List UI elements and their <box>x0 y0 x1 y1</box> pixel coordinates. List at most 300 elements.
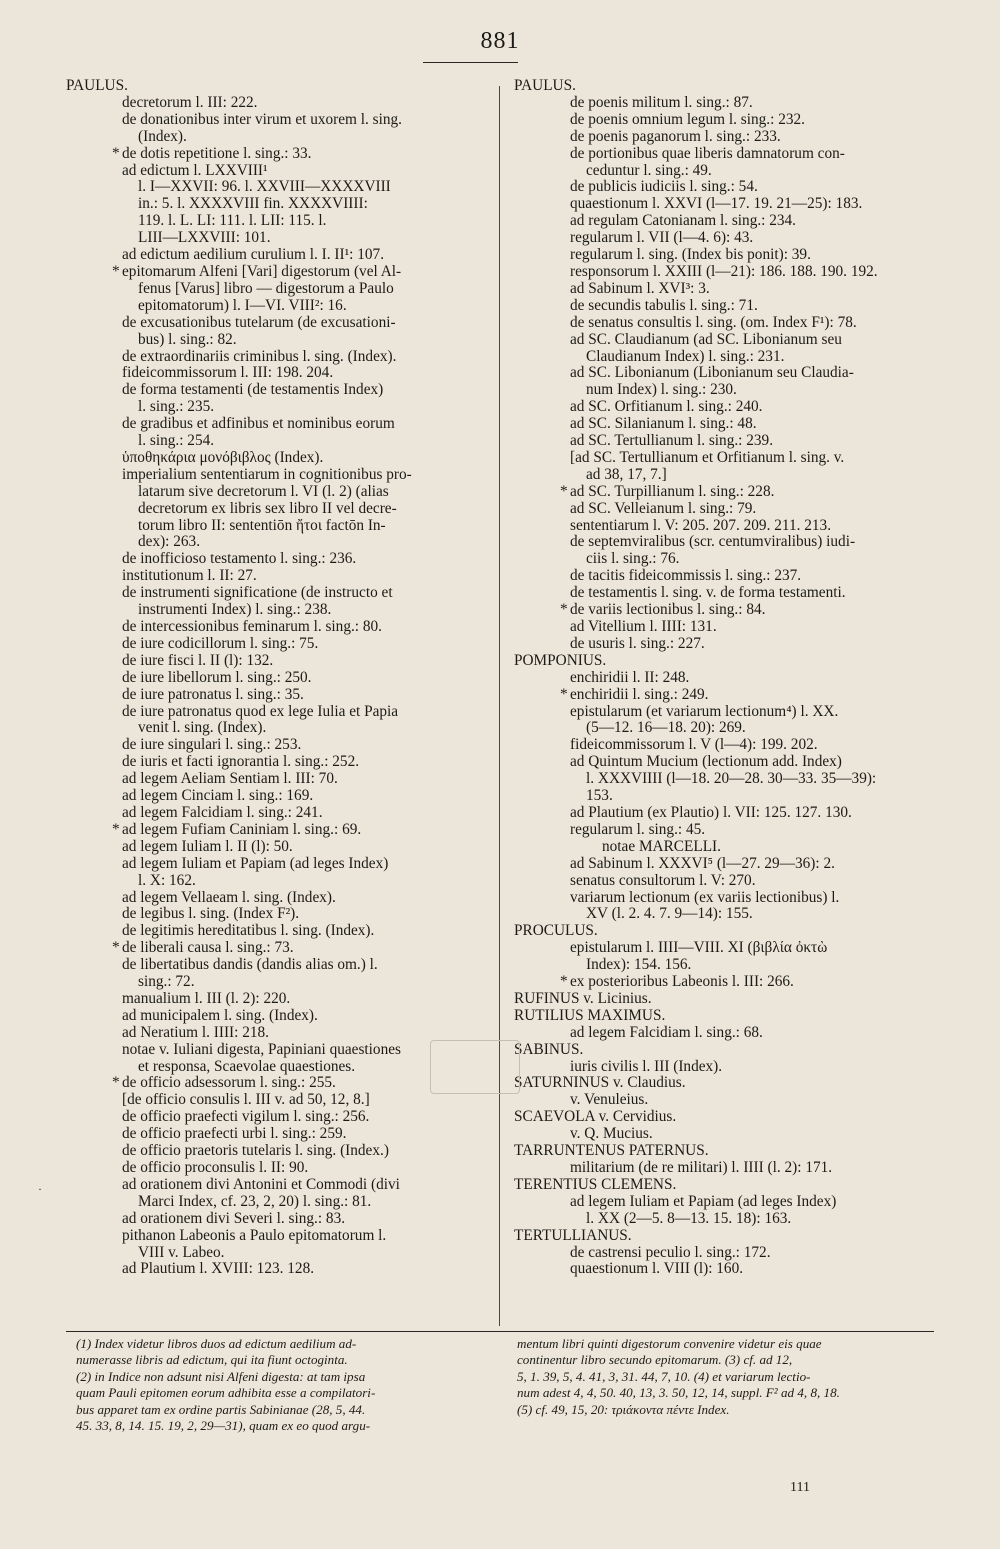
index-entry <box>66 365 492 382</box>
index-entry <box>66 382 492 399</box>
footnotes-left <box>76 1336 496 1434</box>
index-entry <box>66 433 492 450</box>
entry-text: ad Plautium l. XVIII: 123. 128. <box>122 1260 315 1278</box>
index-entry <box>66 501 492 518</box>
index-entry <box>514 281 934 298</box>
entry-text: de variis lectionibus l. sing.: 84. <box>570 601 766 619</box>
index-entry <box>66 112 492 129</box>
index-entry <box>66 568 492 585</box>
entry-text: num Index) l. sing.: 230. <box>586 381 737 399</box>
index-entry <box>66 298 492 315</box>
index-entry <box>66 1025 492 1042</box>
entry-text: ad 38, 17, 7.] <box>586 465 667 483</box>
index-entry <box>514 585 934 602</box>
index-entry <box>514 315 934 332</box>
entry-text: notae MARCELLI. <box>602 837 721 855</box>
index-entry <box>514 1059 934 1076</box>
entry-text: ὑποθηκάρια μονόβιβλος (Index). <box>122 448 324 466</box>
author-heading <box>514 1228 934 1245</box>
entry-text: dex): 263. <box>138 533 201 551</box>
entry-text: ad Vitellium l. IIII: 131. <box>570 618 717 635</box>
index-entry: * de variis lectionibus l. sing.: 84. <box>560 601 766 619</box>
entry-text: de extraordinariis criminibus l. sing. (Index). <box>122 347 397 365</box>
index-entry <box>514 568 934 585</box>
entry-text: l. XX (2—5. 8—13. 15. 18): 163. <box>586 1209 792 1227</box>
index-entry <box>66 163 492 180</box>
footnote-line: num adest 4, 4, 50. 40, 13, 3. 50, 12, 14, suppl. F² ad 4, 8, 18. <box>517 1385 840 1401</box>
index-entry <box>66 991 492 1008</box>
entry-text: de officio praefecti vigilum l. sing.: 256. <box>122 1108 370 1126</box>
entry-text: de secundis tabulis l. sing.: 71. <box>570 296 758 314</box>
index-entry <box>66 602 492 619</box>
entry-text: ciis l. sing.: 76. <box>586 550 680 568</box>
entry-text: ad legem Iuliam l. II (l): 50. <box>122 837 293 855</box>
entry-text: imperialium sententiarum in cognitionibus pro- <box>122 465 412 483</box>
entry-text: de officio proconsulis l. II: 90. <box>122 1159 309 1176</box>
entry-text: ad orationem divi Severi l. sing.: 83. <box>122 1209 346 1227</box>
index-entry <box>66 196 492 213</box>
entry-text: ad Sabinum l. XVI³: 3. <box>570 279 710 297</box>
entry-text: de inofficioso testamento l. sing.: 236. <box>122 550 357 568</box>
entry-text: venit l. sing. (Index). <box>138 719 267 737</box>
index-entry <box>66 737 492 754</box>
entry-text: ad municipalem l. sing. (Index). <box>122 1006 318 1024</box>
footnotes-right <box>517 1336 935 1418</box>
entry-text: de senatus consultis l. sing. (om. Index F¹): 78. <box>570 313 857 331</box>
entry-text: epistularum (et variarum lectionum⁴) l. XX. <box>570 702 839 720</box>
index-entry <box>514 1126 934 1143</box>
index-entry <box>514 382 934 399</box>
index-entry <box>66 906 492 923</box>
entry-text: institutionum l. II: 27. <box>122 567 257 585</box>
entry-text: regularum l. sing.: 45. <box>570 820 706 838</box>
entry-text: de officio praetoris tutelaris l. sing. (Index.) <box>122 1142 389 1160</box>
signature-mark: 111 <box>790 1480 810 1495</box>
entry-text: PAULUS. <box>514 77 576 94</box>
left-column <box>66 78 492 1278</box>
entry-text: regularum l. sing. (Index bis ponit): 39. <box>570 246 811 264</box>
entry-text: regularum l. VII (l—4. 6): 43. <box>570 229 754 247</box>
index-entry: * ad legem Fufiam Caniniam l. sing.: 69. <box>112 820 362 838</box>
index-entry <box>66 788 492 805</box>
index-entry <box>514 95 934 112</box>
entry-text: SABINUS. <box>514 1040 584 1058</box>
index-entry <box>514 213 934 230</box>
footnote-line: (5) cf. 49, 15, 20: τριάκοντα πέντε Index. <box>517 1401 730 1417</box>
entry-text: ceduntur l. sing.: 49. <box>586 161 712 179</box>
entry-text: de iure patronatus l. sing.: 35. <box>122 685 304 703</box>
author-heading <box>514 1008 934 1025</box>
entry-text: de septemviralibus (scr. centumviralibus) iudi- <box>570 533 856 551</box>
index-entry <box>514 230 934 247</box>
index-entry <box>66 619 492 636</box>
entry-text: SATURNINUS v. Claudius. <box>514 1074 686 1092</box>
entry-text: decretorum ex libris sex libro II vel decre- <box>138 499 397 517</box>
index-entry <box>66 484 492 501</box>
entry-text: XV (l. 2. 4. 7. 9—14): 155. <box>586 905 753 923</box>
entry-text: de usuris l. sing.: 227. <box>570 634 705 652</box>
index-entry <box>514 1025 934 1042</box>
footnote-line: numerasse libris ad edictum, qui ita fiunt octoginta. <box>76 1352 348 1368</box>
author-heading <box>514 1177 934 1194</box>
entry-text: de iure libellorum l. sing.: 250. <box>122 668 312 686</box>
entry-text: ad Quintum Mucium (lectionum add. Index) <box>570 753 842 771</box>
entry-text: variarum lectionum (ex variis lectionibus) l. <box>570 888 840 906</box>
index-entry <box>66 1092 492 1109</box>
entry-text: de poenis omnium legum l. sing.: 232. <box>570 110 805 128</box>
author-heading <box>514 1109 934 1126</box>
entry-text: et responsa, Scaevolae quaestiones. <box>138 1057 356 1075</box>
entry-text: l. I—XXVII: 96. l. XXVIII—XXXXVIII <box>138 178 391 196</box>
author-heading <box>514 1075 934 1092</box>
entry-text: epitomarum Alfeni [Vari] digestorum (vel Al- <box>122 262 402 280</box>
entry-text: LIII—LXXVIII: 101. <box>138 229 271 247</box>
entry-text: PAULUS. <box>66 77 128 94</box>
entry-text: bus) l. sing.: 82. <box>138 330 237 348</box>
entry-text: de libertatibus dandis (dandis alias om.) l. <box>122 956 378 974</box>
index-entry <box>514 349 934 366</box>
index-entry <box>514 501 934 518</box>
entry-text: manualium l. III (l. 2): 220. <box>122 989 291 1007</box>
entry-text: torum libro II: sententiōn ἤτοι factōn In- <box>138 516 386 534</box>
entry-text: de iure fisci l. II (l): 132. <box>122 651 274 669</box>
index-entry <box>66 1228 492 1245</box>
entry-text: de tacitis fideicommissis l. sing.: 237. <box>570 567 802 585</box>
entry-text: ad legem Fufiam Caniniam l. sing.: 69. <box>122 820 362 838</box>
header-rule <box>423 62 518 63</box>
entry-text: fideicommissorum l. V (l—4): 199. 202. <box>570 736 818 754</box>
entry-text: de dotis repetitione l. sing.: 33. <box>122 144 312 162</box>
index-entry <box>514 551 934 568</box>
entry-text: [de officio consulis l. III v. ad 50, 12, 8.] <box>122 1091 370 1109</box>
entry-text: [ad SC. Tertullianum et Orfitianum l. sing. v. <box>570 448 845 466</box>
footnote-line: quam Pauli epitomen eorum adhibita esse a compilatori- <box>76 1385 376 1401</box>
entry-text: de instrumenti significatione (de instructo et <box>122 584 393 602</box>
entry-text: sententiarum l. V: 205. 207. 209. 211. 213. <box>570 516 832 534</box>
entry-text: ad orationem divi Antonini et Commodi (divi <box>122 1175 400 1193</box>
entry-text: enchiridii l. sing.: 249. <box>570 685 709 703</box>
entry-text: de officio adsessorum l. sing.: 255. <box>122 1074 336 1092</box>
footnote-line: (2) in Indice non adsunt nisi Alfeni digesta: at tam ipsa <box>76 1368 366 1384</box>
index-entry <box>514 873 934 890</box>
entry-text: l. sing.: 254. <box>138 432 215 450</box>
entry-text: quaestionum l. XXVI (l—17. 19. 21—25): 183. <box>570 195 863 213</box>
index-entry <box>514 890 934 907</box>
entry-text: 153. <box>586 787 613 805</box>
entry-text: de portionibus quae liberis damnatorum con- <box>570 144 845 162</box>
index-entry <box>514 1245 934 1262</box>
entry-text: de castrensi peculio l. sing.: 172. <box>570 1243 771 1261</box>
entry-text: de excusationibus tutelarum (de excusationi- <box>122 313 396 331</box>
index-entry <box>514 163 934 180</box>
index-entry <box>514 1092 934 1109</box>
entry-text: de iure patronatus quod ex lege Iulia et Papia <box>122 702 399 720</box>
index-entry <box>66 923 492 940</box>
entry-text: de intercessionibus feminarum l. sing.: 80. <box>122 618 383 635</box>
footnote-rule <box>66 1331 934 1332</box>
entry-text: l. X: 162. <box>138 871 196 889</box>
index-entry <box>514 704 934 721</box>
index-entry: * enchiridii l. sing.: 249. <box>560 685 709 703</box>
entry-text: ad Neratium l. IIII: 218. <box>122 1023 269 1041</box>
index-entry <box>66 179 492 196</box>
entry-text: TERTULLIANUS. <box>514 1226 632 1244</box>
index-entry <box>514 416 934 433</box>
entry-text: ad Plautium (ex Plautio) l. VII: 125. 127. 130. <box>570 803 852 821</box>
index-entry <box>514 771 934 788</box>
index-entry <box>66 1194 492 1211</box>
index-entry <box>66 349 492 366</box>
index-entry <box>66 687 492 704</box>
index-entry <box>514 856 934 873</box>
index-entry <box>66 1143 492 1160</box>
entry-text: enchiridii l. II: 248. <box>570 668 690 686</box>
index-entry: * de officio adsessorum l. sing.: 255. <box>112 1074 336 1092</box>
entry-text: ad SC. Libonianum (Libonianum seu Claudia- <box>570 364 854 382</box>
index-entry <box>514 940 934 957</box>
index-entry <box>514 1194 934 1211</box>
index-entry <box>66 957 492 974</box>
index-entry: * ex posterioribus Labeonis l. III: 266. <box>560 973 794 991</box>
entry-text: militarium (de re militari) l. IIII (l. 2): 171. <box>570 1159 833 1176</box>
entry-text: RUFINUS v. Licinius. <box>514 989 652 1007</box>
index-entry <box>66 856 492 873</box>
entry-text: de officio praefecti urbi l. sing.: 259. <box>122 1125 347 1143</box>
index-entry <box>66 890 492 907</box>
entry-text: VIII v. Labeo. <box>138 1243 225 1261</box>
index-entry <box>66 450 492 467</box>
entry-text: TERENTIUS CLEMENS. <box>514 1175 677 1193</box>
index-entry <box>514 298 934 315</box>
index-entry <box>66 1008 492 1025</box>
index-entry <box>66 95 492 112</box>
entry-text: instrumenti Index) l. sing.: 238. <box>138 601 332 619</box>
entry-text: ad SC. Tertullianum l. sing.: 239. <box>570 432 774 450</box>
entry-text: latarum sive decretorum l. VI (l. 2) (alias <box>138 482 389 500</box>
index-entry <box>514 365 934 382</box>
footnote-line: (1) Index videtur libros duos ad edictum aedilium ad- <box>76 1336 357 1351</box>
entry-text: iuris civilis l. III (Index). <box>570 1057 723 1075</box>
entry-text: Claudianum Index) l. sing.: 231. <box>586 347 785 365</box>
index-entry <box>66 670 492 687</box>
index-entry <box>66 230 492 247</box>
index-entry <box>514 670 934 687</box>
entry-text: quaestionum l. VIII (l): 160. <box>570 1260 744 1278</box>
entry-text: notae v. Iuliani digesta, Papiniani quaestiones <box>122 1040 401 1058</box>
column-divider <box>499 86 500 1326</box>
entry-text: v. Venuleius. <box>570 1091 649 1109</box>
entry-text: de liberali causa l. sing.: 73. <box>122 939 294 957</box>
entry-text: epitomatorum) l. I—VI. VIII²: 16. <box>138 296 347 314</box>
index-entry <box>514 450 934 467</box>
index-entry <box>66 771 492 788</box>
entry-text: fideicommissorum l. III: 198. 204. <box>122 364 334 382</box>
entry-text: de legibus l. sing. (Index F²). <box>122 905 300 923</box>
footnote-line: 5, 1. 39, 5, 4. 41, 3, 31. 44, 7, 10. (4) et variarum lectio- <box>517 1368 811 1384</box>
entry-text: epistularum l. IIII—VIII. XI (βιβλία ὀκτὼ <box>570 939 828 957</box>
entry-text: ad SC. Velleianum l. sing.: 79. <box>570 499 757 517</box>
entry-text: TARRUNTENUS PATERNUS. <box>514 1142 709 1160</box>
index-entry <box>66 1059 492 1076</box>
entry-text: 119. l. L. LI: 111. l. LII: 115. l. <box>138 212 327 230</box>
entry-text: ex posterioribus Labeonis l. III: 266. <box>570 973 794 991</box>
entry-text: Marci Index, cf. 23, 2, 20) l. sing.: 81. <box>138 1192 372 1210</box>
index-entry <box>514 518 934 535</box>
index-entry <box>514 788 934 805</box>
index-entry <box>66 1177 492 1194</box>
index-entry <box>514 264 934 281</box>
entry-text: ad SC. Turpillianum l. sing.: 228. <box>570 482 775 500</box>
index-entry <box>514 957 934 974</box>
footnote-line: mentum libri quinti digestorum convenire videtur eis quae <box>517 1336 822 1351</box>
entry-text: de poenis militum l. sing.: 87. <box>570 93 753 111</box>
index-entry <box>514 805 934 822</box>
entry-text: ad legem Vellaeam l. sing. (Index). <box>122 888 336 906</box>
index-entry <box>66 518 492 535</box>
library-stamp <box>430 1040 520 1094</box>
index-entry <box>514 906 934 923</box>
index-entry <box>66 247 492 264</box>
entry-text: de poenis paganorum l. sing.: 233. <box>570 127 781 145</box>
author-heading <box>514 991 934 1008</box>
index-entry <box>66 399 492 416</box>
entry-text: de legitimis hereditatibus l. sing. (Index). <box>122 922 375 940</box>
index-entry <box>66 720 492 737</box>
entry-text: de publicis iudiciis l. sing.: 54. <box>570 178 758 196</box>
index-entry: * de dotis repetitione l. sing.: 33. <box>112 144 312 162</box>
index-entry <box>66 551 492 568</box>
author-heading <box>66 78 492 95</box>
index-entry <box>514 129 934 146</box>
footnote-line: continentur libro secundo epitomarum. (3) cf. ad 12, <box>517 1352 793 1368</box>
entry-text: (Index). <box>138 127 187 145</box>
entry-text: responsorum l. XXIII (l—21): 186. 188. 190. 192. <box>570 262 878 280</box>
index-entry <box>66 704 492 721</box>
index-entry <box>514 179 934 196</box>
entry-text: RUTILIUS MAXIMUS. <box>514 1006 666 1024</box>
author-heading <box>514 78 934 95</box>
entry-text: Index): 154. 156. <box>586 956 692 974</box>
entry-text: senatus consultorum l. V: 270. <box>570 871 756 889</box>
entry-text: ad edictum l. LXXVIII¹ <box>122 161 268 179</box>
index-entry <box>514 1211 934 1228</box>
entry-text: de iuris et facti ignorantia l. sing.: 252. <box>122 753 360 771</box>
index-entry <box>66 1211 492 1228</box>
index-entry <box>66 315 492 332</box>
entry-text: (5—12. 16—18. 20): 269. <box>586 719 746 737</box>
index-entry <box>66 129 492 146</box>
author-heading <box>514 1042 934 1059</box>
entry-text: de iure singulari l. sing.: 253. <box>122 736 302 754</box>
entry-text: ad legem Cinciam l. sing.: 169. <box>122 787 314 805</box>
entry-text: ad legem Aeliam Sentiam l. III: 70. <box>122 770 338 788</box>
index-entry <box>514 822 934 839</box>
entry-text: ad legem Falcidiam l. sing.: 241. <box>122 803 323 821</box>
entry-text: in.: 5. l. XXXXVIII fin. XXXXVIIII: <box>138 195 368 213</box>
index-entry <box>514 247 934 264</box>
page-number: 881 <box>480 28 520 54</box>
index-entry <box>66 974 492 991</box>
entry-text: POMPONIUS. <box>514 651 607 669</box>
index-entry <box>514 332 934 349</box>
index-entry <box>66 805 492 822</box>
index-entry <box>514 433 934 450</box>
entry-text: de gradibus et adfinibus et nominibus eorum <box>122 415 395 433</box>
index-entry <box>514 720 934 737</box>
author-heading <box>514 653 934 670</box>
entry-text: l. sing.: 235. <box>138 398 215 416</box>
entry-text: ad legem Falcidiam l. sing.: 68. <box>570 1023 763 1041</box>
entry-text: de donationibus inter virum et uxorem l. sing. <box>122 110 402 128</box>
index-entry <box>66 873 492 890</box>
index-entry <box>514 754 934 771</box>
index-entry <box>66 467 492 484</box>
index-entry <box>66 1126 492 1143</box>
index-entry <box>514 1160 934 1177</box>
index-entry <box>66 332 492 349</box>
index-entry <box>66 754 492 771</box>
index-entry <box>514 737 934 754</box>
index-entry <box>66 585 492 602</box>
index-entry <box>514 399 934 416</box>
footnote-line: 45. 33, 8, 14. 15. 19, 2, 29—31), quam ex eo quod argu- <box>76 1418 371 1434</box>
index-entry <box>66 213 492 230</box>
entry-text: decretorum l. III: 222. <box>122 93 258 111</box>
index-entry <box>514 112 934 129</box>
entry-text: sing.: 72. <box>138 973 195 991</box>
index-entry <box>66 1261 492 1278</box>
entry-text: ad Sabinum l. XXXVI⁵ (l—27. 29—36): 2. <box>570 854 835 872</box>
right-column <box>514 78 934 1278</box>
author-heading <box>514 1143 934 1160</box>
entry-text: ad regulam Catonianam l. sing.: 234. <box>570 212 797 230</box>
index-entry <box>66 636 492 653</box>
entry-text: ad legem Iuliam et Papiam (ad leges Index) <box>122 854 389 872</box>
entry-text: ad SC. Claudianum (ad SC. Libonianum seu <box>570 330 842 348</box>
index-entry <box>66 281 492 298</box>
index-entry <box>514 619 934 636</box>
entry-text: de testamentis l. sing. v. de forma testamenti. <box>570 584 846 602</box>
footnote-line: bus apparet tam ex ordine partis Sabinianae (28, 5, 44. <box>76 1401 366 1417</box>
index-entry: * epitomarum Alfeni [Vari] digestorum (vel Al- <box>112 262 402 280</box>
index-entry <box>514 1261 934 1278</box>
entry-text: ad legem Iuliam et Papiam (ad leges Index) <box>570 1192 837 1210</box>
index-entry <box>514 196 934 213</box>
entry-text: ad SC. Orfitianum l. sing.: 240. <box>570 398 763 416</box>
index-entry <box>514 146 934 163</box>
index-entry <box>514 839 934 856</box>
index-entry <box>66 534 492 551</box>
index-entry: * ad SC. Turpillianum l. sing.: 228. <box>560 482 775 500</box>
margin-mark: · <box>38 1182 42 1196</box>
author-heading <box>514 923 934 940</box>
entry-text: de forma testamenti (de testamentis Index) <box>122 381 384 399</box>
entry-text: v. Q. Mucius. <box>570 1125 653 1143</box>
index-entry <box>66 653 492 670</box>
index-entry <box>66 416 492 433</box>
entry-text: de iure codicillorum l. sing.: 75. <box>122 634 319 652</box>
index-entry <box>66 1042 492 1059</box>
index-entry: * de liberali causa l. sing.: 73. <box>112 939 294 957</box>
index-entry <box>514 467 934 484</box>
index-entry <box>66 1245 492 1262</box>
entry-text: pithanon Labeonis a Paulo epitomatorum l. <box>122 1226 387 1244</box>
index-entry <box>66 1109 492 1126</box>
index-entry <box>514 636 934 653</box>
index-entry <box>66 1160 492 1177</box>
entry-text: PROCULUS. <box>514 922 598 940</box>
entry-text: ad SC. Silanianum l. sing.: 48. <box>570 415 757 433</box>
